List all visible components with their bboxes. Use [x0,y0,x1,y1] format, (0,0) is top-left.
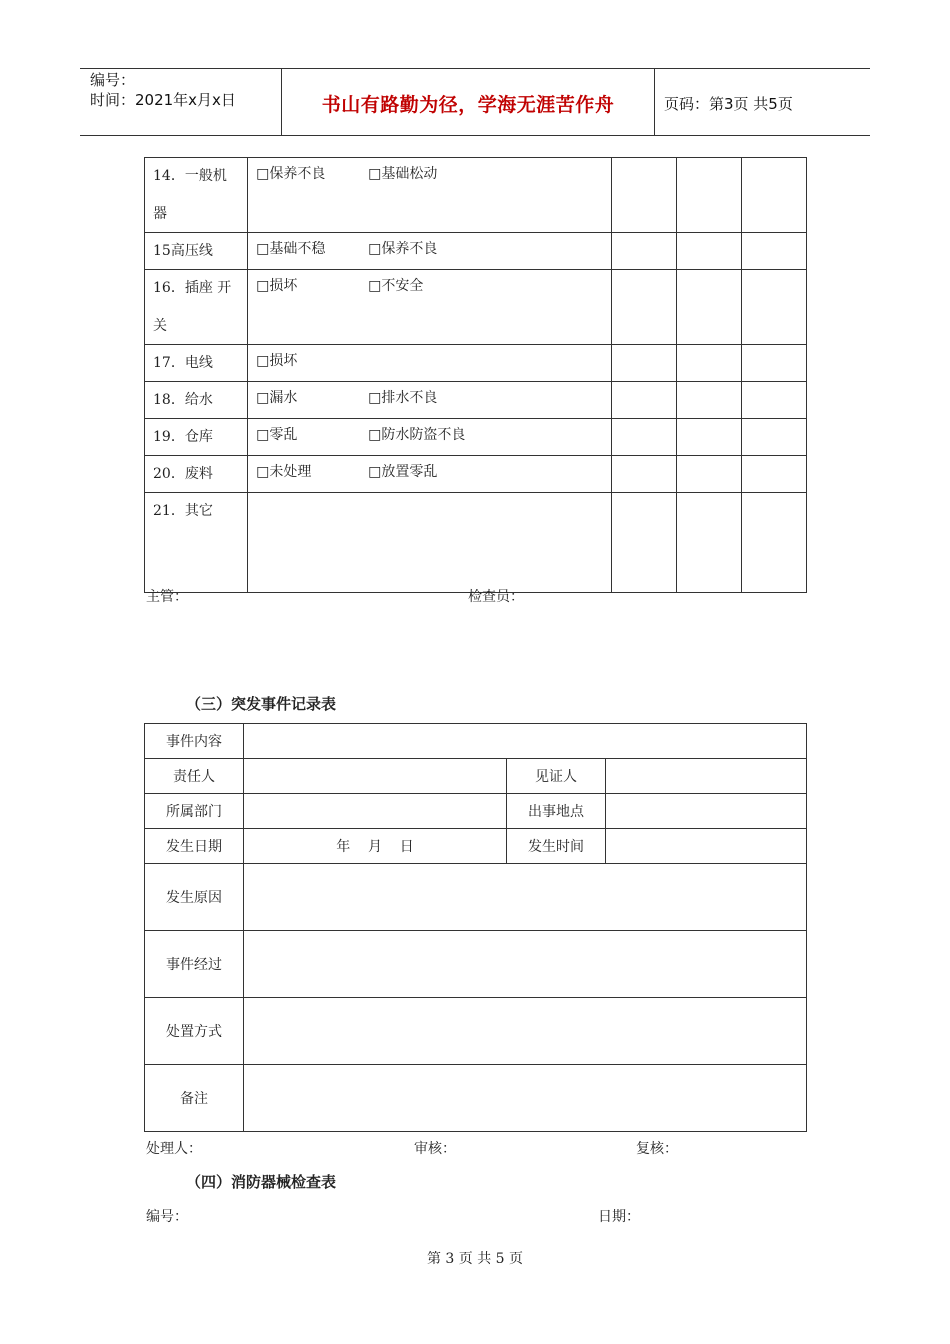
table-row [145,270,807,345]
checkbox-option[interactable]: □损坏 [256,278,298,294]
table-row [145,998,807,1065]
inspection-options [248,382,612,419]
inspection-options [248,345,612,382]
fire-date-label: 日期： [598,1209,640,1225]
table-row [145,759,807,794]
checkbox-option[interactable]: □损坏 [256,353,298,369]
check-cell[interactable] [741,345,806,382]
item-text-line1: 18．给水 [153,392,213,408]
reviewer-label: 审核： [414,1141,456,1157]
inspection-options [248,270,612,345]
event-content-label: 事件内容 [145,724,244,759]
check-cell[interactable] [676,419,741,456]
check-cell[interactable] [676,382,741,419]
witness-field[interactable] [606,759,807,794]
inspection-options [248,419,612,456]
inspector-label: 检查员： [468,589,524,605]
check-cell[interactable] [611,456,676,493]
check-cell[interactable] [741,382,806,419]
checkbox-option[interactable]: □基础松动 [368,166,438,182]
check-cell[interactable] [676,233,741,270]
check-cell[interactable] [741,270,806,345]
checkbox-option[interactable]: □漏水 [256,390,298,406]
location-field[interactable] [606,794,807,829]
recheck-label: 复核： [636,1141,678,1157]
inspection-item-label [145,419,248,456]
inspection-options [248,493,612,593]
remarks-label: 备注 [145,1065,244,1132]
checkbox-option[interactable]: □排水不良 [368,390,438,406]
header-top-rule [80,68,870,69]
department-field[interactable] [244,794,507,829]
date-label: 发生日期 [145,829,244,864]
check-cell[interactable] [741,158,806,233]
checkbox-option[interactable]: □放置零乱 [368,464,438,480]
inspection-item-label [145,158,248,233]
inspection-item-label [145,456,248,493]
check-cell[interactable] [611,345,676,382]
check-cell[interactable] [611,158,676,233]
table-row [145,419,807,456]
check-cell[interactable] [611,382,676,419]
handling-field[interactable] [244,998,807,1065]
check-cell[interactable] [676,345,741,382]
header-page-info: 页码：第3页 共5页 [664,95,793,113]
item-text-line2: 器 [153,206,167,222]
table-row [145,345,807,382]
responsible-label: 责任人 [145,759,244,794]
department-label: 所属部门 [145,794,244,829]
check-cell[interactable] [611,270,676,345]
header-motto: 书山有路勤为径，学海无涯苦作舟 [321,94,615,116]
item-text-line1: 16．插座 开 [153,280,232,296]
inspection-item-label [145,382,248,419]
check-cell[interactable] [611,233,676,270]
fire-number-label: 编号： [146,1209,188,1225]
header-bottom-rule [80,135,870,136]
check-cell[interactable] [741,233,806,270]
table-row [145,931,807,998]
header-divider [654,68,655,136]
table-row [145,493,807,593]
responsible-field[interactable] [244,759,507,794]
cause-field[interactable] [244,864,807,931]
table-row [145,864,807,931]
time-label: 发生时间 [507,829,606,864]
item-text-line1: 20．废料 [153,466,213,482]
table-row [145,158,807,233]
incident-section-title: （三）突发事件记录表 [186,695,337,713]
header-time-label: 时间：2021年x月x日 [90,91,236,109]
table-row [145,829,807,864]
item-text-line1: 14．一般机 [153,168,227,184]
header-meta [90,70,236,110]
check-cell[interactable] [676,493,741,593]
header-number-label: 编号： [90,71,136,89]
checkbox-option[interactable]: □基础不稳 [256,241,326,257]
checkbox-option[interactable]: □未处理 [256,464,312,480]
item-text-line1: 15高压线 [153,243,213,259]
inspection-options [248,456,612,493]
check-cell[interactable] [611,493,676,593]
checkbox-option[interactable]: □防水防盗不良 [368,427,466,443]
inspection-options [248,158,612,233]
item-text-line1: 17．电线 [153,355,213,371]
table-row [145,1065,807,1132]
page-footer: 第 3 页 共 5 页 [426,1251,524,1267]
check-cell[interactable] [741,493,806,593]
process-label: 事件经过 [145,931,244,998]
supervisor-label: 主管： [146,589,188,605]
table-row [145,456,807,493]
check-cell[interactable] [611,419,676,456]
witness-label: 见证人 [507,759,606,794]
table-row [145,233,807,270]
item-text-line1: 21．其它 [153,503,213,519]
handling-label: 处置方式 [145,998,244,1065]
inspection-item-label [145,345,248,382]
inspection-item-label [145,493,248,593]
table-row [145,382,807,419]
checkbox-option[interactable]: □零乱 [256,427,298,443]
item-text-line2: 关 [153,318,167,334]
inspection-options [248,233,612,270]
checkbox-option[interactable]: □保养不良 [256,166,326,182]
event-content-field[interactable] [244,724,807,759]
location-label: 出事地点 [507,794,606,829]
inspection-table [144,157,807,593]
inspection-item-label [145,270,248,345]
checkbox-option[interactable]: □保养不良 [368,241,438,257]
check-cell[interactable] [676,270,741,345]
fire-section-title: （四）消防器械检查表 [186,1173,337,1191]
process-field[interactable] [244,931,807,998]
time-field[interactable] [606,829,807,864]
handler-label: 处理人： [146,1141,202,1157]
date-field[interactable]: 年 月 日 [244,829,507,864]
incident-record-table [144,723,807,1132]
checkbox-option[interactable]: □不安全 [368,278,424,294]
table-row [145,724,807,759]
header-divider [281,68,282,136]
inspection-item-label [145,233,248,270]
check-cell[interactable] [676,456,741,493]
cause-label: 发生原因 [145,864,244,931]
check-cell[interactable] [741,419,806,456]
check-cell[interactable] [676,158,741,233]
table-row [145,794,807,829]
item-text-line1: 19．仓库 [153,429,213,445]
remarks-field[interactable] [244,1065,807,1132]
check-cell[interactable] [741,456,806,493]
